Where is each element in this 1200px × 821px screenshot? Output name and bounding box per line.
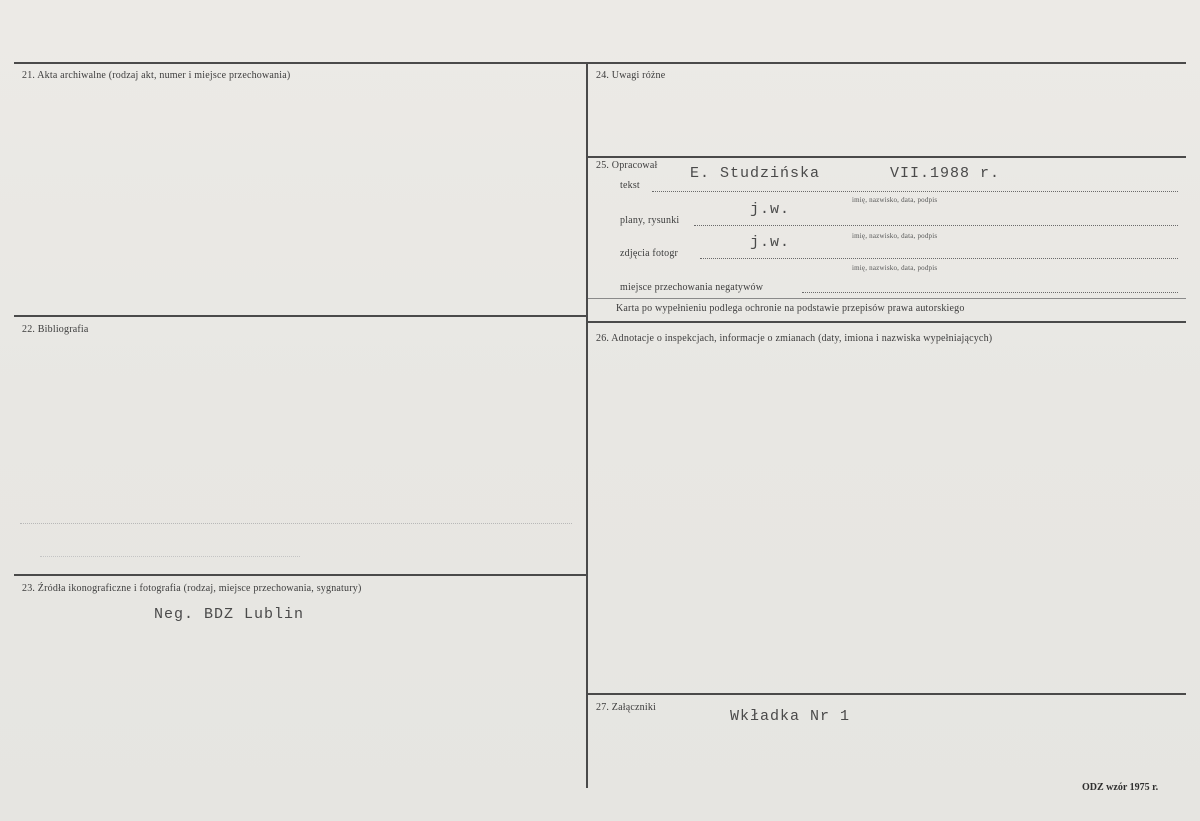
rule-21-22 — [14, 315, 586, 317]
caption-3: imię, nazwisko, data, podpis — [852, 264, 938, 272]
caption-1: imię, nazwisko, data, podpis — [852, 196, 938, 204]
negatywy-label: miejsce przechowania negatywów — [620, 282, 764, 293]
plany-line — [694, 225, 1178, 226]
zdjecia-value: j.w. — [750, 234, 791, 251]
zdjecia-line — [700, 258, 1178, 259]
section-23-typed-value: Neg. BDZ Lublin — [154, 606, 305, 623]
section-25-label: 25. Opracował — [596, 160, 658, 171]
section-21-label: 21. Akta archiwalne (rodzaj akt, numer i miejsce przechowania) — [22, 70, 291, 81]
center-divider — [586, 62, 588, 788]
top-rule — [14, 62, 1186, 64]
tekst-author-value: E. Studzińska — [690, 165, 821, 182]
section-26-label: 26. Adnotacje o inspekcjach, informacje o zmianach (daty, imiona i nazwiska wypełniających) — [596, 333, 993, 344]
copyright-note: Karta po wypełnieniu podlega ochronie na podstawie przepisów prawa autorskiego — [616, 303, 965, 314]
faint-dotted-line — [20, 523, 572, 524]
plany-value: j.w. — [750, 201, 791, 218]
section-27-label: 27. Załączniki — [596, 702, 656, 713]
tekst-label: tekst — [620, 180, 640, 191]
section-23-label: 23. Źródła ikonograficzne i fotografia (rodzaj, miejsce przechowania, sygnatury) — [22, 583, 362, 594]
tekst-date-value: VII.1988 r. — [890, 165, 1001, 182]
section-24-label: 24. Uwagi różne — [596, 70, 666, 81]
zdjecia-label: zdjęcia fotogr — [620, 248, 679, 259]
negatywy-line — [802, 292, 1178, 293]
rule-25-26 — [588, 321, 1186, 323]
tekst-line — [652, 191, 1178, 192]
faint-dotted-line — [40, 556, 300, 557]
caption-2: imię, nazwisko, data, podpis — [852, 232, 938, 240]
rule-26-27 — [588, 693, 1186, 695]
rule-22-23 — [14, 574, 586, 576]
note-rule — [588, 298, 1186, 299]
section-22-label: 22. Bibliografia — [22, 324, 89, 335]
rule-24-25 — [588, 156, 1186, 158]
section-27-typed-value: Wkładka Nr 1 — [730, 708, 851, 725]
plany-label: plany, rysunki — [620, 215, 680, 226]
form-identifier: ODZ wzór 1975 r. — [1082, 782, 1159, 793]
